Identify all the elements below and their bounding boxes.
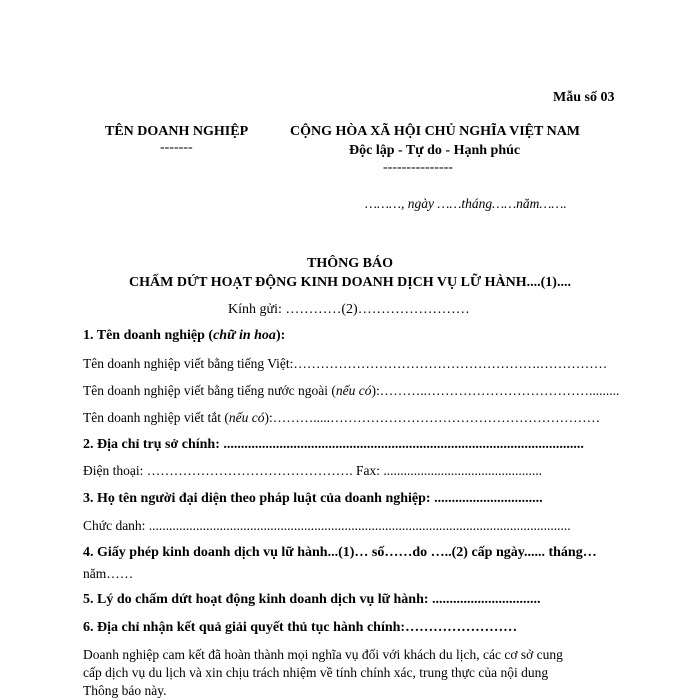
position-field: Chức danh: .............................................................................................................................: [83, 518, 571, 533]
section1-heading: 1. Tên doanh nghiệp (chữ in hoa):: [83, 328, 286, 343]
abbr-name-field: Tên doanh nghiệp viết tắt (nếu có):……….....……………………………………………………: [83, 410, 601, 425]
commitment-line1: Doanh nghiệp cam kết đã hoàn thành mọi nghĩa vụ đối với khách du lịch, các cơ sở cung: [83, 647, 563, 662]
national-motto: Độc lập - Tự do - Hạnh phúc: [349, 143, 521, 158]
notice-subtitle: CHẤM DỨT HOẠT ĐỘNG KINH DOANH DỊCH VỤ LỮ HÀNH....(1)....: [129, 275, 571, 290]
vi-name-field: Tên doanh nghiệp viết bằng tiếng Việt:……………………………………………….……………: [83, 356, 608, 371]
foreign-name-field: Tên doanh nghiệp viết bằng tiếng nước ngoài (nếu có):………..……………………………….........: [83, 383, 620, 398]
company-name-label: TÊN DOANH NGHIỆP: [105, 124, 249, 139]
motto-dashes: ---------------: [383, 160, 453, 175]
nation-title: CỘNG HÒA XÃ HỘI CHỦ NGHĨA VIỆT NAM: [290, 124, 581, 139]
notice-title: THÔNG BÁO: [307, 256, 393, 271]
section5-heading: 5. Lý do chấm dứt hoạt động kinh doanh dịch vụ lữ hành: ...............................: [83, 592, 541, 607]
commitment-line3: Thông báo này.: [83, 683, 167, 698]
phone-fax-field: Điện thoại: ………………………………………. Fax: ...............................................: [83, 463, 542, 478]
commitment-line2: cấp dịch vụ du lịch và xin chịu trách nhiệm về tính chính xác, trung thực của nội dung: [83, 665, 549, 680]
company-dashes: -------: [160, 140, 193, 155]
section6-heading: 6. Địa chỉ nhận kết quả giải quyết thủ tục hành chính:……………………: [83, 620, 518, 635]
date-line: ………, ngày ……tháng……năm…….: [365, 196, 567, 211]
section3-heading: 3. Họ tên người đại diện theo pháp luật của doanh nghiệp: ...............................: [83, 491, 543, 506]
section4-line2: năm……: [83, 566, 134, 581]
section2-heading: 2. Địa chỉ trụ sở chính: .......................................................................................................: [83, 437, 584, 452]
section4-line1: 4. Giấy phép kinh doanh dịch vụ lữ hành...(1)… số……do …..(2) cấp ngày...... tháng…: [83, 545, 597, 560]
form-number: Mẫu số 03: [553, 90, 615, 105]
recipient-line: Kính gửi: …………(2)……………………: [228, 302, 470, 317]
